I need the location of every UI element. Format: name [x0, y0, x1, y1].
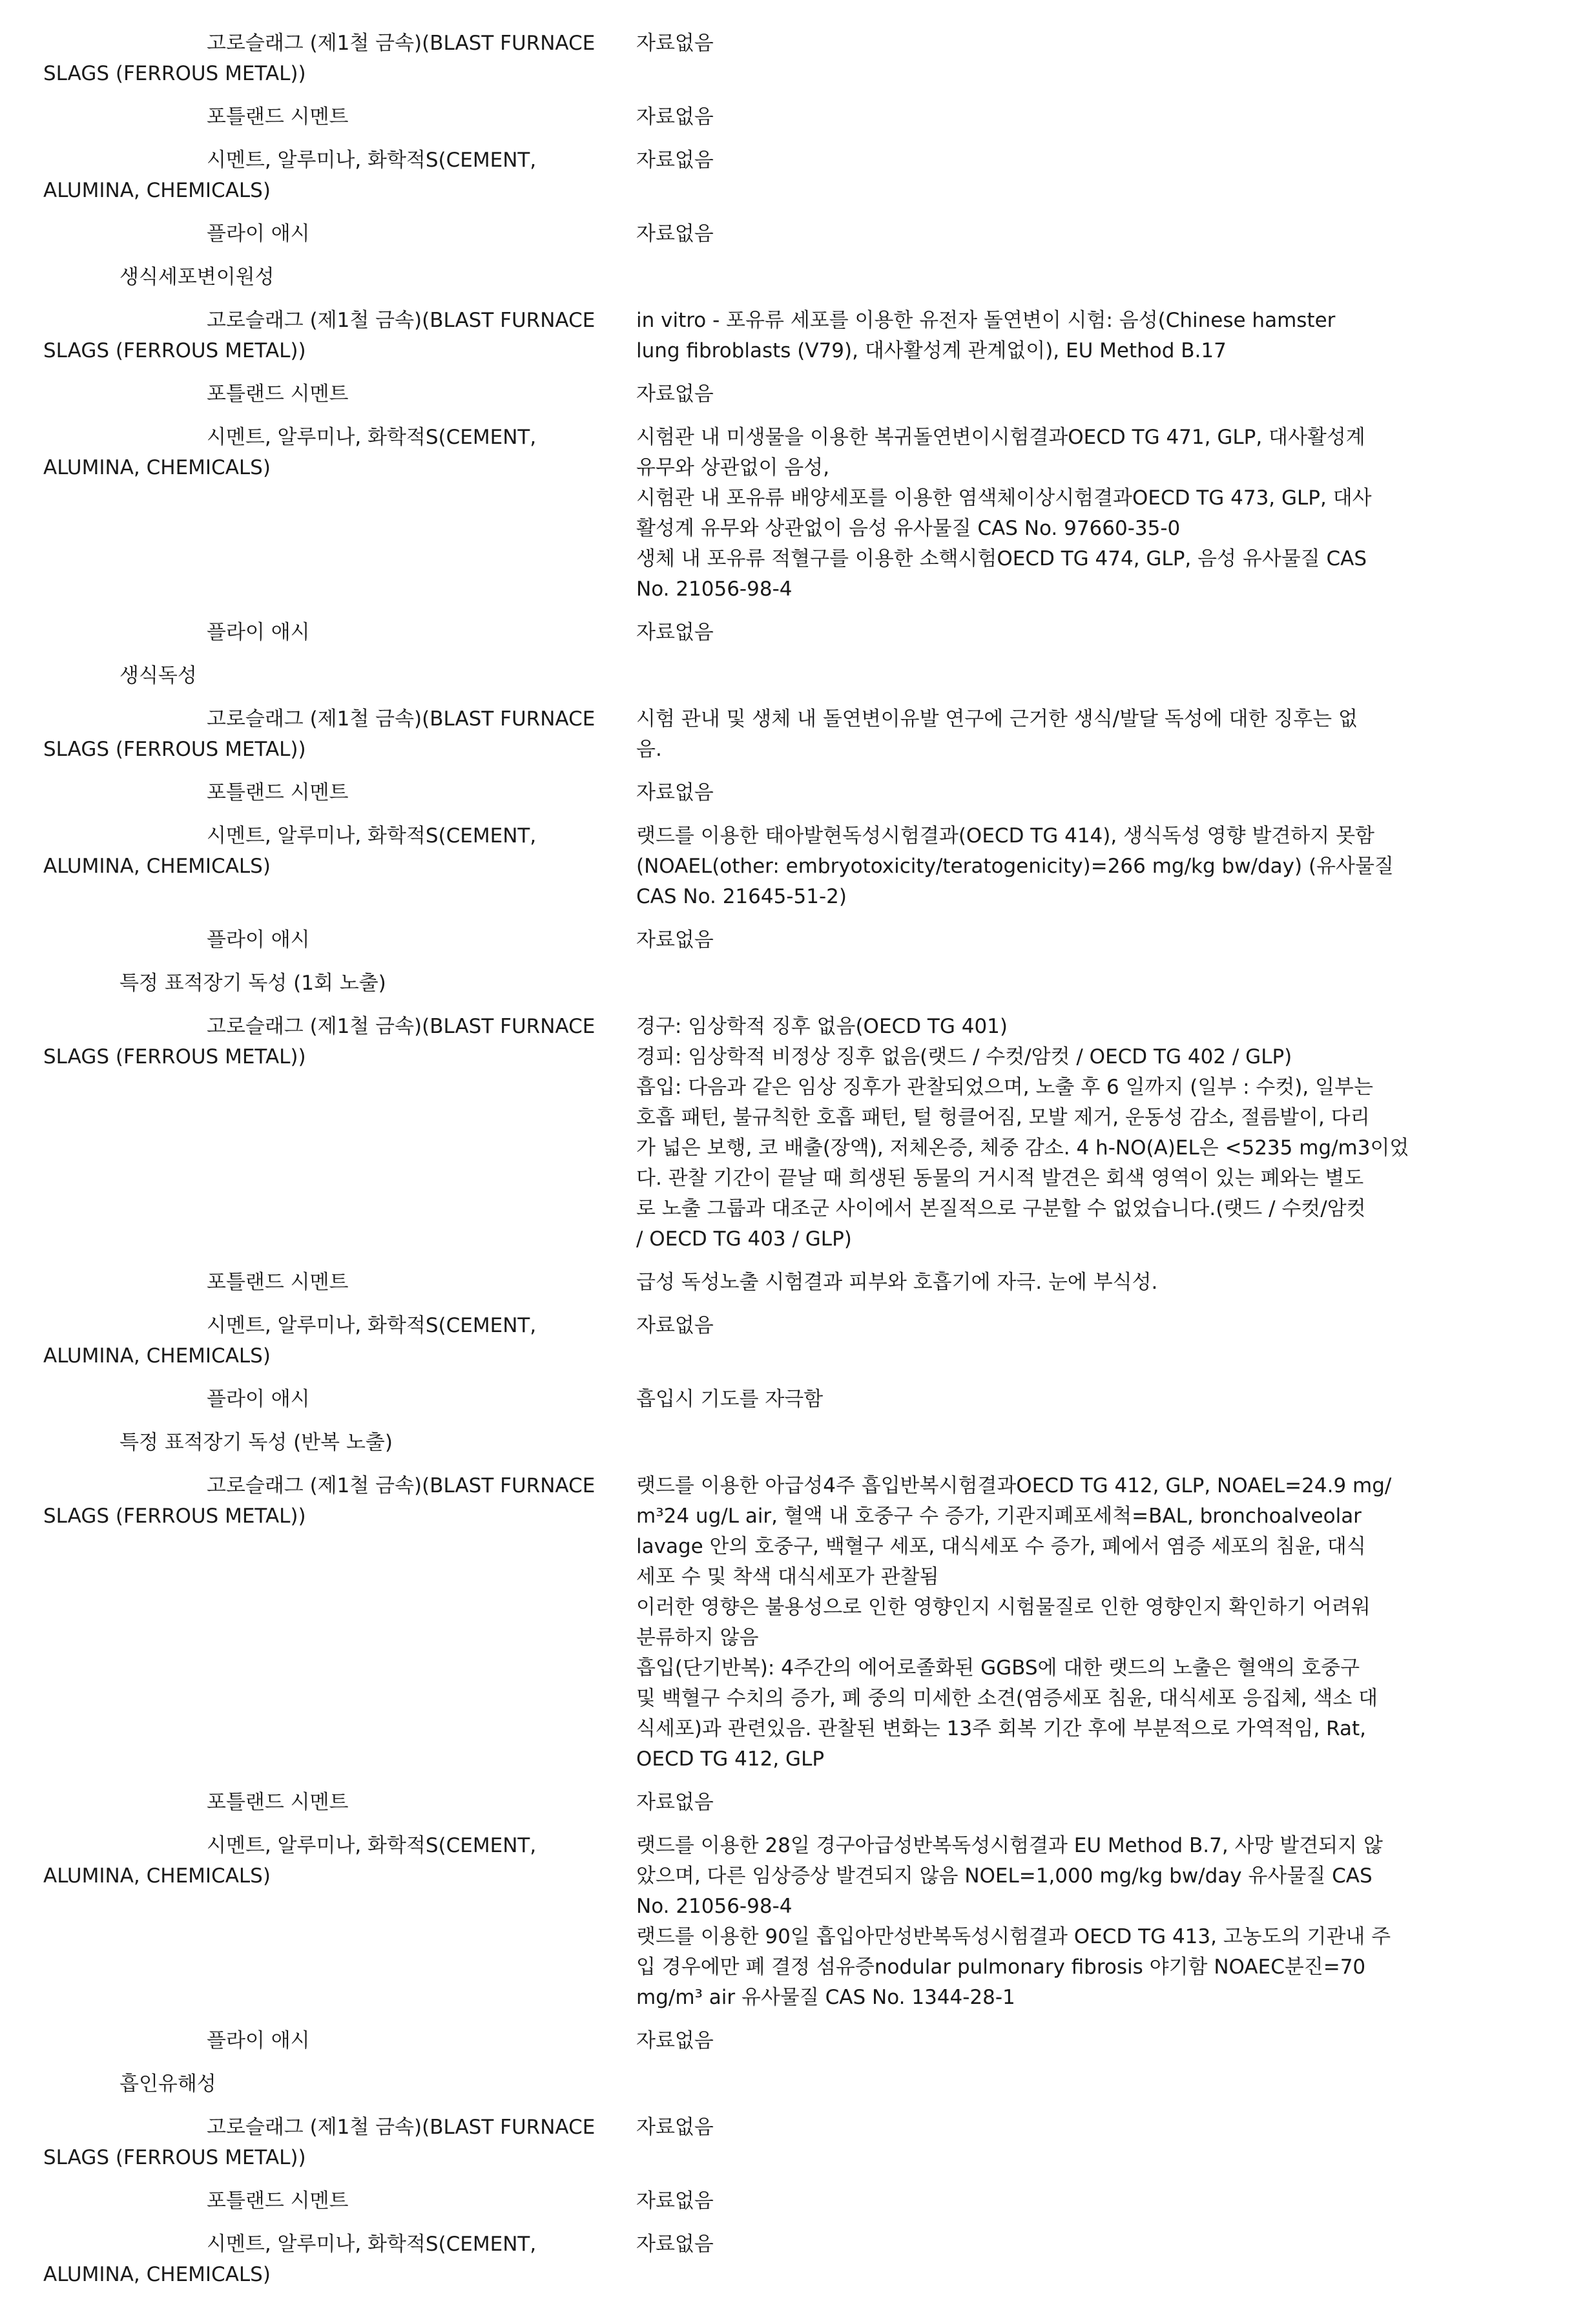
- substance-value: [636, 1787, 1421, 1818]
- substance-name-line: 포틀랜드 시멘트: [207, 1791, 349, 1814]
- value-line: / OECD TG 403 / GLP): [636, 1227, 852, 1251]
- substance-name-line: 포틀랜드 시멘트: [207, 2189, 349, 2213]
- property-row: [0, 2026, 1596, 2056]
- value-line: 자료없음: [636, 928, 714, 952]
- section: [0, 661, 1596, 955]
- substance-name: [0, 2186, 620, 2216]
- property-row: [0, 1267, 1596, 1298]
- substance-name: [0, 145, 620, 206]
- substance-name-line: SLAGS (FERROUS METAL)): [43, 1045, 306, 1068]
- property-row: [0, 422, 1596, 605]
- value-line: 흡입: 다음과 같은 임상 징후가 관찰되었으며, 노출 후 6 일까지 (일부 : 수컷), 일부는: [636, 1076, 1373, 1099]
- property-row: [0, 28, 1596, 89]
- value-line: 유무와 상관없이 음성,: [636, 456, 830, 479]
- substance-name: [0, 2229, 620, 2290]
- substance-name-line: 플라이 애시: [207, 2029, 310, 2052]
- value-line: 시험 관내 및 생체 내 돌연변이유발 연구에 근거한 생식/발달 독성에 대한 징후는 없: [636, 707, 1358, 731]
- property-row: [0, 925, 1596, 955]
- value-line: 급성 독성노출 시험결과 피부와 호흡기에 자극. 눈에 부식성.: [636, 1271, 1158, 1294]
- substance-name-line: 시멘트, 알루미나, 화학적S(CEMENT,: [207, 1314, 537, 1337]
- property-row: [0, 1831, 1596, 2013]
- substance-name-line: 포틀랜드 시멘트: [207, 382, 349, 406]
- substance-name-line: 고로슬래그 (제1철 금속)(BLAST FURNACE: [207, 1474, 596, 1497]
- value-line: in vitro - 포유류 세포를 이용한 유전자 돌연변이 시험: 음성(Chinese hamster: [636, 309, 1336, 332]
- value-line: 자료없음: [636, 32, 714, 55]
- substance-name-line: ALUMINA, CHEMICALS): [43, 1344, 271, 1368]
- substance-name: [0, 219, 620, 249]
- substance-value: [636, 1267, 1421, 1298]
- value-line: 식세포)과 관련있음. 관찰된 변화는 13주 회복 기간 후에 부분적으로 가역적임, Rat,: [636, 1717, 1367, 1740]
- substance-value: [636, 2112, 1421, 2173]
- value-line: 랫드를 이용한 28일 경구아급성반복독성시험결과 EU Method B.7, 사망 발견되지 않: [636, 1834, 1383, 1857]
- substance-name-line: 시멘트, 알루미나, 화학적S(CEMENT,: [207, 2233, 537, 2256]
- property-row: [0, 618, 1596, 648]
- section-title: 특정 표적장기 독성 (1회 노출): [119, 972, 386, 995]
- substance-name: [0, 1311, 620, 1371]
- substance-name: [0, 2112, 620, 2173]
- substance-name-line: 플라이 애시: [207, 928, 310, 952]
- substance-name-line: 고로슬래그 (제1철 금속)(BLAST FURNACE: [207, 32, 596, 55]
- section-title: 특정 표적장기 독성 (반복 노출): [119, 1431, 393, 1454]
- value-line: 경피: 임상학적 비정상 징후 없음(랫드 / 수컷/암컷 / OECD TG 402 / GLP): [636, 1045, 1292, 1068]
- substance-name: [0, 618, 620, 648]
- substance-value: [636, 145, 1421, 206]
- substance-name-line: 시멘트, 알루미나, 화학적S(CEMENT,: [207, 1834, 537, 1857]
- value-line: lavage 안의 호중구, 백혈구 세포, 대식세포 수 증가, 폐에서 염증 세포의 침윤, 대식: [636, 1535, 1366, 1558]
- substance-name: [0, 925, 620, 955]
- value-line: 생체 내 포유류 적혈구를 이용한 소핵시험OECD TG 474, GLP, 음성 유사물질 CAS: [636, 547, 1367, 570]
- value-line: 자료없음: [636, 621, 714, 644]
- property-row: [0, 2186, 1596, 2216]
- substance-name-line: ALUMINA, CHEMICALS): [43, 456, 271, 479]
- substance-value: [636, 1831, 1421, 2013]
- property-row: [0, 306, 1596, 366]
- value-line: 분류하지 않음: [636, 1626, 759, 1649]
- substance-name: [0, 1471, 620, 1532]
- substance-name-line: SLAGS (FERROUS METAL)): [43, 62, 306, 85]
- substance-value: [636, 379, 1421, 410]
- value-line: mg/m³ air 유사물질 CAS No. 1344-28-1: [636, 1986, 1015, 2009]
- value-line: 및 백혈구 수치의 증가, 폐 중의 미세한 소견(염증세포 침윤, 대식세포 응집체, 색소 대: [636, 1687, 1378, 1710]
- substance-name-line: 포틀랜드 시멘트: [207, 1271, 349, 1294]
- property-row: [0, 778, 1596, 808]
- substance-value: [636, 1384, 1421, 1415]
- substance-value: [636, 306, 1421, 366]
- substance-name-line: 시멘트, 알루미나, 화학적S(CEMENT,: [207, 824, 537, 848]
- substance-name-line: 포틀랜드 시멘트: [207, 105, 349, 129]
- value-line: 시험관 내 미생물을 이용한 복귀돌연변이시험결과OECD TG 471, GLP, 대사활성계: [636, 426, 1365, 449]
- substance-name: [0, 28, 620, 89]
- substance-name-line: 고로슬래그 (제1철 금속)(BLAST FURNACE: [207, 309, 596, 332]
- value-line: 랫드를 이용한 90일 흡입아만성반복독성시험결과 OECD TG 413, 고농도의 기관내 주: [636, 1925, 1391, 1948]
- value-line: 흡입(단기반복): 4주간의 에어로졸화된 GGBS에 대한 랫드의 노출은 혈액의 호중구: [636, 1656, 1360, 1680]
- substance-value: [636, 422, 1421, 605]
- value-line: 시험관 내 포유류 배양세포를 이용한 염색체이상시험결과OECD TG 473, GLP, 대사: [636, 486, 1372, 510]
- substance-name-line: 플라이 애시: [207, 222, 310, 245]
- property-row: [0, 1471, 1596, 1775]
- value-line: No. 21056-98-4: [636, 578, 793, 601]
- substance-name: [0, 1267, 620, 1298]
- substance-name: [0, 704, 620, 765]
- substance-name-line: SLAGS (FERROUS METAL)): [43, 339, 306, 362]
- substance-value: [636, 2026, 1421, 2056]
- property-row: [0, 1311, 1596, 1371]
- substance-name-line: 플라이 애시: [207, 1388, 310, 1411]
- substance-name: [0, 1384, 620, 1415]
- property-row: [0, 1012, 1596, 1255]
- value-line: 경구: 임상학적 징후 없음(OECD TG 401): [636, 1015, 1008, 1038]
- value-line: 입 경우에만 폐 결정 섬유증nodular pulmonary fibrosis 야기함 NOAEC분진=70: [636, 1955, 1366, 1979]
- property-row: [0, 2229, 1596, 2290]
- value-line: 세포 수 및 착색 대식세포가 관찰됨: [636, 1565, 939, 1589]
- substance-name-line: ALUMINA, CHEMICALS): [43, 179, 271, 202]
- property-row: [0, 1384, 1596, 1415]
- value-line: 자료없음: [636, 2189, 714, 2213]
- substance-value: [636, 1311, 1421, 1371]
- section: [0, 2069, 1596, 2290]
- value-line: 자료없음: [636, 149, 714, 172]
- value-line: 자료없음: [636, 2029, 714, 2052]
- substance-name: [0, 102, 620, 132]
- substance-name: [0, 422, 620, 483]
- value-line: 자료없음: [636, 1314, 714, 1337]
- substance-name-line: ALUMINA, CHEMICALS): [43, 2263, 271, 2286]
- substance-name: [0, 1787, 620, 1818]
- value-line: OECD TG 412, GLP: [636, 1747, 825, 1771]
- substance-name-line: 고로슬래그 (제1철 금속)(BLAST FURNACE: [207, 2116, 596, 2139]
- substance-value: [636, 28, 1421, 89]
- document-body: [0, 28, 1596, 2303]
- substance-name-line: SLAGS (FERROUS METAL)): [43, 738, 306, 761]
- substance-value: [636, 2186, 1421, 2216]
- section-title: 흡인유해성: [119, 2072, 216, 2096]
- substance-name-line: 플라이 애시: [207, 621, 310, 644]
- value-line: No. 21056-98-4: [636, 1895, 793, 1918]
- value-line: 호흡 패턴, 불규칙한 호흡 패턴, 털 헝클어짐, 모발 제거, 운동성 감소, 절름발이, 다리: [636, 1106, 1370, 1129]
- substance-name-line: SLAGS (FERROUS METAL)): [43, 1505, 306, 1528]
- substance-name-line: ALUMINA, CHEMICALS): [43, 855, 271, 878]
- section-title: 생식세포변이원성: [119, 266, 275, 289]
- substance-name: [0, 2026, 620, 2056]
- substance-value: [636, 1471, 1421, 1775]
- value-line: CAS No. 21645-51-2): [636, 885, 847, 908]
- substance-value: [636, 925, 1421, 955]
- value-line: 이러한 영향은 불용성으로 인한 영향인지 시험물질로 인한 영향인지 확인하기 어려워: [636, 1596, 1371, 1619]
- substance-name: [0, 379, 620, 410]
- substance-value: [636, 821, 1421, 912]
- value-line: 랫드를 이용한 태아발현독성시험결과(OECD TG 414), 생식독성 영향 발견하지 못함: [636, 824, 1374, 848]
- substance-name: [0, 821, 620, 882]
- substance-value: [636, 2229, 1421, 2290]
- value-line: 가 넓은 보행, 코 배출(장액), 저체온증, 체중 감소. 4 h-NO(A)EL은 <5235 mg/m3이었: [636, 1136, 1409, 1160]
- property-row: [0, 145, 1596, 206]
- value-line: (NOAEL(other: embryotoxicity/teratogenicity)=266 mg/kg bw/day) (유사물질: [636, 855, 1394, 878]
- section: [0, 1428, 1596, 2056]
- substance-value: [636, 219, 1421, 249]
- substance-name-line: 포틀랜드 시멘트: [207, 781, 349, 804]
- value-line: lung fibroblasts (V79), 대사활성계 관계없이), EU Method B.17: [636, 339, 1227, 362]
- value-line: 았으며, 다른 임상증상 발견되지 않음 NOEL=1,000 mg/kg bw/day 유사물질 CAS: [636, 1864, 1373, 1888]
- value-line: 자료없음: [636, 222, 714, 245]
- substance-name-line: 시멘트, 알루미나, 화학적S(CEMENT,: [207, 149, 537, 172]
- substance-name-line: SLAGS (FERROUS METAL)): [43, 2146, 306, 2169]
- property-row: [0, 821, 1596, 912]
- substance-name: [0, 1012, 620, 1072]
- value-line: 로 노출 그룹과 대조군 사이에서 본질적으로 구분할 수 없었습니다.(랫드 / 수컷/암컷: [636, 1197, 1366, 1220]
- property-row: [0, 2112, 1596, 2173]
- section-title: 생식독성: [119, 664, 197, 687]
- property-row: [0, 102, 1596, 132]
- property-row: [0, 704, 1596, 765]
- substance-name-line: 시멘트, 알루미나, 화학적S(CEMENT,: [207, 426, 537, 449]
- section: [0, 262, 1596, 648]
- substance-name-line: ALUMINA, CHEMICALS): [43, 1864, 271, 1888]
- value-line: 자료없음: [636, 1791, 714, 1814]
- value-line: 랫드를 이용한 아급성4주 흡입반복시험결과OECD TG 412, GLP, NOAEL=24.9 mg/: [636, 1474, 1392, 1497]
- substance-name-line: 고로슬래그 (제1철 금속)(BLAST FURNACE: [207, 1015, 596, 1038]
- value-line: 자료없음: [636, 781, 714, 804]
- substance-value: [636, 704, 1421, 765]
- substance-value: [636, 1012, 1421, 1255]
- substance-name-line: 고로슬래그 (제1철 금속)(BLAST FURNACE: [207, 707, 596, 731]
- property-row: [0, 1787, 1596, 1818]
- property-row: [0, 219, 1596, 249]
- value-line: 자료없음: [636, 105, 714, 129]
- property-row: [0, 379, 1596, 410]
- value-line: 다. 관찰 기간이 끝날 때 희생된 동물의 거시적 발견은 회색 영역이 있는 폐와는 별도: [636, 1167, 1364, 1190]
- value-line: m³24 ug/L air, 혈액 내 호중구 수 증가, 기관지폐포세척=BAL, bronchoalveolar: [636, 1505, 1362, 1528]
- substance-name: [0, 306, 620, 366]
- section: [0, 968, 1596, 1415]
- substance-value: [636, 778, 1421, 808]
- value-line: 자료없음: [636, 2116, 714, 2139]
- value-line: 자료없음: [636, 382, 714, 406]
- value-line: 자료없음: [636, 2233, 714, 2256]
- substance-value: [636, 618, 1421, 648]
- value-line: 음.: [636, 738, 662, 761]
- value-line: 활성계 유무와 상관없이 음성 유사물질 CAS No. 97660-35-0: [636, 517, 1181, 540]
- section: [0, 28, 1596, 249]
- substance-name: [0, 778, 620, 808]
- value-line: 흡입시 기도를 자극함: [636, 1388, 824, 1411]
- substance-name: [0, 1831, 620, 1891]
- substance-value: [636, 102, 1421, 132]
